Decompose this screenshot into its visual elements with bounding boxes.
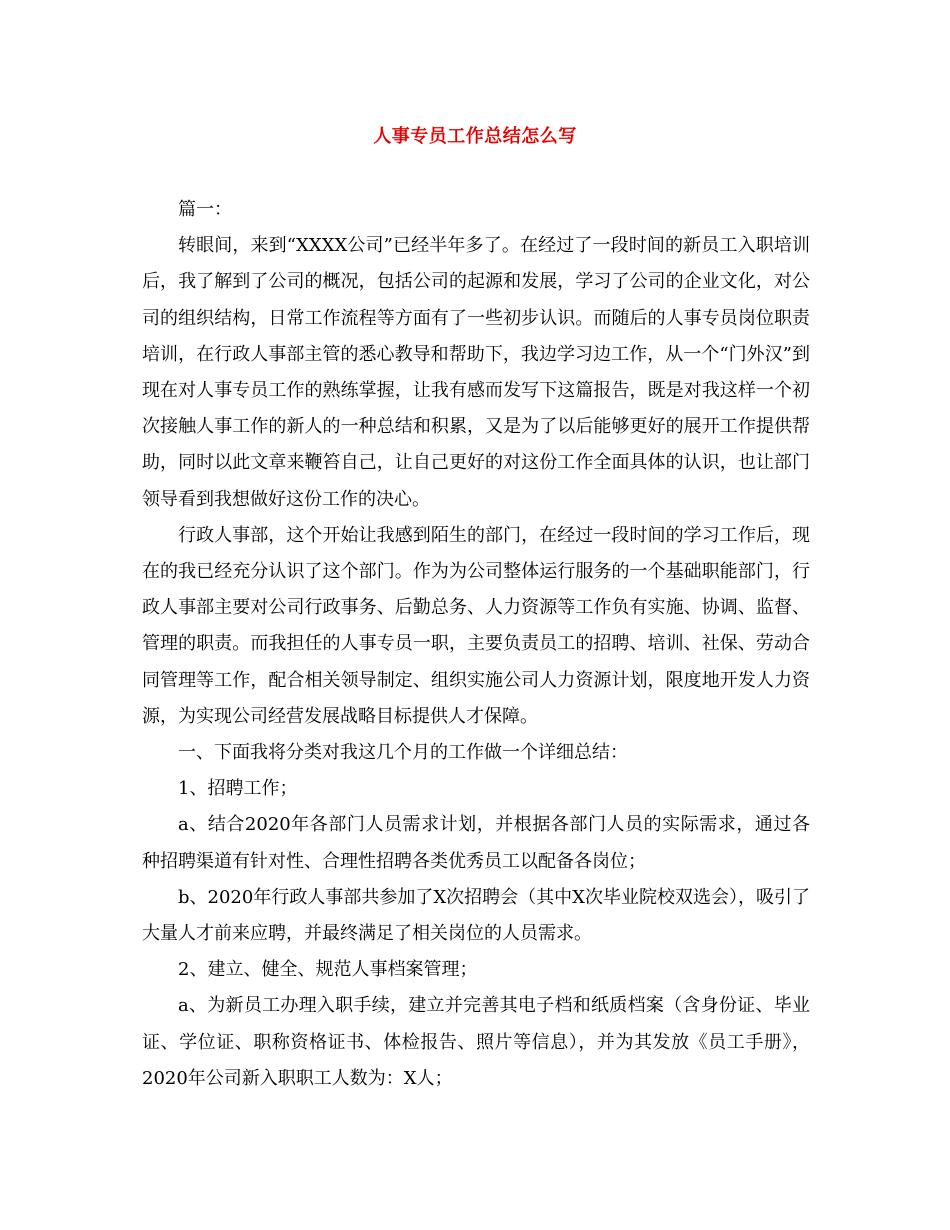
paragraph: b、2020年行政人事部共参加了X次招聘会（其中X次毕业院校双选会），吸引了大量人才前来应聘，并最终满足了相关岗位的人员需求。 xyxy=(142,886,810,945)
paragraph: a、结合2020年各部门人员需求计划，并根据各部门人员的实际需求，通过各种招聘渠道有针对性、合理性招聘各类优秀员工以配备各岗位； xyxy=(142,814,810,872)
document-title: 人事专员工作总结怎么写 xyxy=(373,126,577,147)
paragraph: 篇一： xyxy=(178,199,232,220)
paragraph: 1、招聘工作； xyxy=(178,778,298,800)
paragraph: 转眼间，来到“XXXX公司”已经半年多了。在经过了一段时间的新员工入职培训后，我了解到了公司的概况，包括公司的起源和发展，学习了公司的企业文化，对公司的组织结构，日常工作流程等方面有了一些初步认识。而随后的人事专员岗位职责培训，在行政人事部主管的悉心教导和帮助下，我边学习边工作，从一个“门外汉”到现在对人事专员工作的熟练掌握，让我有感而发写下这篇报告，既是对我这样一个初次接触人事工作的新人的一种总结和积累，又是为了以后能够更好的展开工作提供帮助，同时以此文章来鞭笞自己，让自己更好的对这份工作全面具体的认识，也让部门领导看到我想做好这份工作的决心。 xyxy=(142,235,810,510)
paragraph: 2、建立、健全、规范人事档案管理； xyxy=(178,959,478,981)
document-body xyxy=(142,192,810,1097)
paragraph: 一、下面我将分类对我这几个月的工作做一个详细总结： xyxy=(178,742,628,764)
paragraph: 行政人事部，这个开始让我感到陌生的部门，在经过一段时间的学习工作后，现在的我已经充分认识了这个部门。作为为公司整体运行服务的一个基础职能部门，行政人事部主要对公司行政事务、后勤总务、人力资源等工作负有实施、协调、监督、管理的职责。而我担任的人事专员一职，主要负责员工的招聘、培训、社保、劳动合同管理等工作，配合相关领导制定、组织实施公司人力资源计划，限度地开发人力资源，为实现公司经营发展战略目标提供人才保障。 xyxy=(142,524,810,727)
paragraph: a、为新员工办理入职手续，建立并完善其电子档和纸质档案（含身份证、毕业证、学位证、职称资格证书、体检报告、照片等信息），并为其发放《员工手册》，2020年公司新入职职工人数为：X人； xyxy=(142,995,810,1089)
